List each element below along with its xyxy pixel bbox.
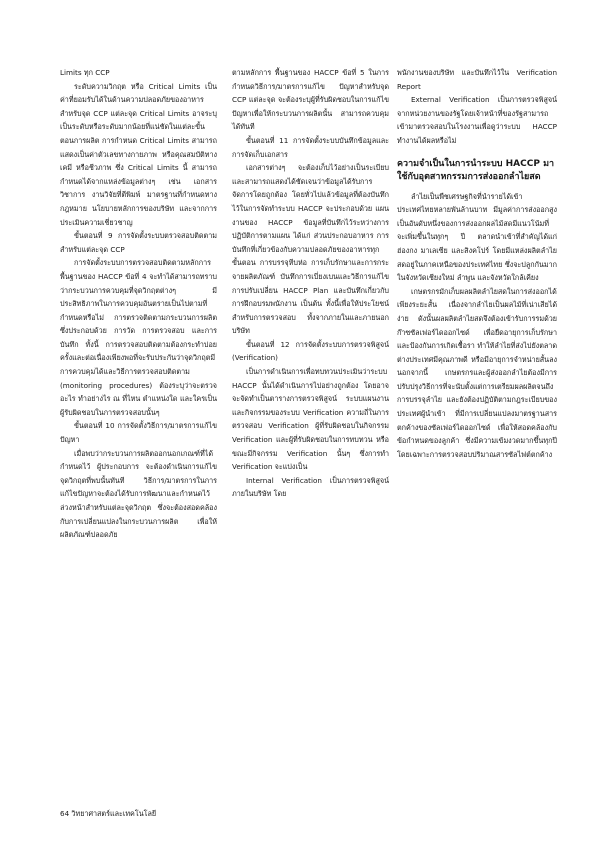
paragraph: ลำไยเป็นพืชเศรษฐกิจที่นำรายได้เข้าประเทศไทยหลายพันล้านบาท มีมูลค่าการส่งออกสูงเป็นอันดับหนึ่งของการส่งออกผลไม้สดมีแนวโน้มที่จะเพิ่มขึ้นในทุกๆ ปี ตลาดนำเข้าที่สำคัญได้แก่ ฮ่องกง มาเลเซีย และสิงคโปร์ โดยมีแหล่งผลิตลำไยสดอยู่ในภาคเหนือของประเทศไทย ซึ่งจะปลูกกันมากในจังหวัดเชียงใหม่ ลำพูน และจังหวัดใกล้เคียง xyxy=(397,191,557,283)
paragraph: External Verification เป็นการตรวจพิสูจน์จากหน่วยงานของรัฐโดยเจ้าหน้าที่ของรัฐสามารถเข้ามาตรวจสอบในโรงงานเพื่อดูว่าระบบ HACCP ทำงานได้ผลหรือไม่ xyxy=(397,95,557,145)
paragraph: เกษตรกรมักเก็บผลผลิตลำไยสดในการส่งออกได้เพียงระยะสั้น เนื่องจากลำไยเป็นผลไม้ที่เน่าเสียได้ง่าย ดังนั้นผลผลิตลำไยสดจึงต้องเข้ารับการรมด้วยก๊าซซัลเฟอร์ไดออกไซด์ เพื่อยืดอายุการเก็บรักษาและป้องกันการเกิดเชื้อรา ทำให้ลำไยที่ส่งไปยังตลาดต่างประเทศมีคุณภาพดี หรือมีอายุการจำหน่ายสั้นลง นอกจากนี้ เกษตรกรและผู้ส่งออกลำไยต้องมีการปรับปรุงวิธีการที่จะนับตั้งแต่การเตรียมผลผลิตจนถึงการบรรจุลำไย และยังต้องปฏิบัติตามกฎระเบียบของประเทศผู้นำเข้า ที่มีการเปลี่ยนแปลงมาตรฐานสารตกค้างของซัลเฟอร์ไดออกไซด์ เพื่อให้สอดคล้องกับข้อกำหนดของลูกค้า ซึ่งมีความเข้มงวดมากขึ้นทุกปี โดยเฉพาะการตรวจสอบปริมาณสารซัลไฟต์ตกค้าง xyxy=(397,286,557,459)
paragraph: พนักงานของบริษัท และบันทึกไว้ใน Verification Report xyxy=(397,68,557,91)
paragraph: Internal Verification เป็นการตรวจพิสูจน์ภายในบริษัท โดย xyxy=(232,475,389,499)
step-heading: ขั้นตอนที่ 10 การจัดตั้งวิธีการ/มาตรการแก้ไขปัญหา xyxy=(60,421,217,445)
text-column-right xyxy=(397,66,557,461)
paragraph: เป็นการดำเนินการเพื่อทบทวนประเมินว่าระบบ HACCP นั้นได้ดำเนินการไปอย่างถูกต้อง โดยอาจจะจัดทำเป็นตารางการตรวจพิสูจน์ ระบบแผนงานและกิจกรรมของระบบ Verification ความถี่ในการตรวจสอบ Verification ผู้ที่รับผิดชอบในกิจกรรม Verification และผู้ที่รับผิดชอบในการทบทวน หรือขณะมีกิจกรรม Verification นั้นๆ ซึ่งการทำ Verification จะแบ่งเป็น xyxy=(232,367,389,472)
text-column-middle xyxy=(232,66,389,501)
paragraph: เมื่อพบว่ากระบวนการผลิตออกนอกเกณฑ์ที่ได้กำหนดไว้ ผู้ประกอบการ จะต้องดำเนินการแก้ไขจุดวิกฤตที่พบนั้นทันที วิธีการ/มาตรการในการแก้ไขปัญหาจะต้องได้รับการพัฒนาและกำหนดไว้ล่วงหน้าสำหรับแต่ละจุดวิกฤต ซึ่งจะต้องสอดคล้องกับการเปลี่ยนแปลงในกระบวนการผลิต เพื่อให้ผลิตภัณฑ์ปลอดภัย xyxy=(60,448,217,540)
step-heading: ขั้นตอนที่ 9 การจัดตั้งระบบตรวจสอบติดตามสำหรับแต่ละจุด CCP xyxy=(60,231,217,254)
text-column-left xyxy=(60,66,217,542)
section-heading: ความจำเป็นในการนำระบบ HACCP มาใช้กับอุตสาหกรรมการส่งออกลำไยสด xyxy=(397,158,555,182)
step-heading: ขั้นตอนที่ 11 การจัดตั้งระบบบันทึกข้อมูลและการจัดเก็บเอกสาร xyxy=(232,135,389,159)
page-footer: 64 วิทยาศาสตร์และเทคโนโลยี xyxy=(60,809,157,818)
paragraph: การจัดตั้งระบบการตรวจสอบติดตามหลักการพื้นฐานของ HACCP ข้อที่ 4 จะทำได้สามารถทราบว่ากระบวนการควบคุมที่จุดวิกฤตต่างๆ มีประสิทธิภาพในการควบคุมอันตรายเป็นไปตามที่กำหนดหรือไม่ การตรวจติดตามกระบวนการผลิตซึ่งประกอบด้วย การวัด การตรวจสอบ และการบันทึก ทั้งนี้ การตรวจสอบติดตามต้องกระทำบ่อยครั้งและต่อเนื่องเพียงพอที่จะรับประกันว่าจุดวิกฤตมีการควบคุมได้และวิธีการตรวจสอบติดตาม (monitoring procedures) ต้องระบุว่าจะตรวจอะไร ทำอย่างไร ณ ที่ไหน ตำแหน่งใด และใครเป็นผู้รับผิดชอบในการตรวจสอบนั้นๆ xyxy=(60,258,217,417)
paragraph: Limits ทุก CCP xyxy=(60,68,110,77)
step-heading: ขั้นตอนที่ 12 การจัดตั้งระบบการตรวจพิสูจน์ (Verification) xyxy=(232,339,389,363)
paragraph: ตามหลักการ พื้นฐานของ HACCP ข้อที่ 5 ในการ กำหนดวิธีการ/มาตรการแก้ไข ปัญหาสำหรับจุด CCP แต่ละจุด จะต้องระบุผู้ที่รับผิดชอบในการแก้ไขปัญหาเพื่อให้กระบวนการผลิตนั้น สามารถควบคุมได้ทันที xyxy=(232,68,389,132)
paragraph: ระดับความวิกฤต หรือ Critical Limits เป็นค่าที่ยอมรับได้ในด้านความปลอดภัยของอาหารสำหรับจุด CCP แต่ละจุด Critical Limits อาจระบุเป็นระดับหรือระดับมากน้อยที่แน่ชัดในแต่ละขั้นตอนการผลิต การกำหนด Critical Limits สามารถแสดงเป็นค่าตัวเลขทางกายภาพ หรือคุณสมบัติทางเคมี หรือชีวภาพ ซึ่ง Critical Limits นี้ สามารถกำหนดได้จากแหล่งข้อมูลต่างๆ เช่น เอกสารวิชาการ งานวิจัยที่ตีพิมพ์ มาตรฐานที่กำหนดทางกฎหมาย นโยบายหลักการของบริษัท และจากการประเมินความเชี่ยวชาญ xyxy=(60,81,217,227)
paragraph: เอกสารต่างๆ จะต้องเก็บไว้อย่างเป็นระเบียบและสามารถแสดงได้ชัดเจนว่าข้อมูลได้รับการจัดการโดยถูกต้อง โดยทั่วไปแล้วข้อมูลที่ต้องบันทึกไว้ในการจัดทำระบบ HACCP จะประกอบด้วย แผนงานของ HACCP ข้อมูลที่บันทึกไว้ระหว่างการปฏิบัติการตามแผน ได้แก่ ส่วนประกอบอาหาร การบันทึกที่เกี่ยวข้องกับความปลอดภัยของอาหารทุกขั้นตอน การบรรจุหีบห่อ การเก็บรักษาและการกระจายผลิตภัณฑ์ บันทึกการเบี่ยงเบนและวิธีการแก้ไข การปรับเปลี่ยน HACCP Plan และบันทึกเกี่ยวกับการฝึกอบรมพนักงาน เป็นต้น ทั้งนี้เพื่อให้ประโยชน์สำหรับการตรวจสอบ ทั้งจากภายในและภายนอกบริษัท xyxy=(232,163,389,336)
